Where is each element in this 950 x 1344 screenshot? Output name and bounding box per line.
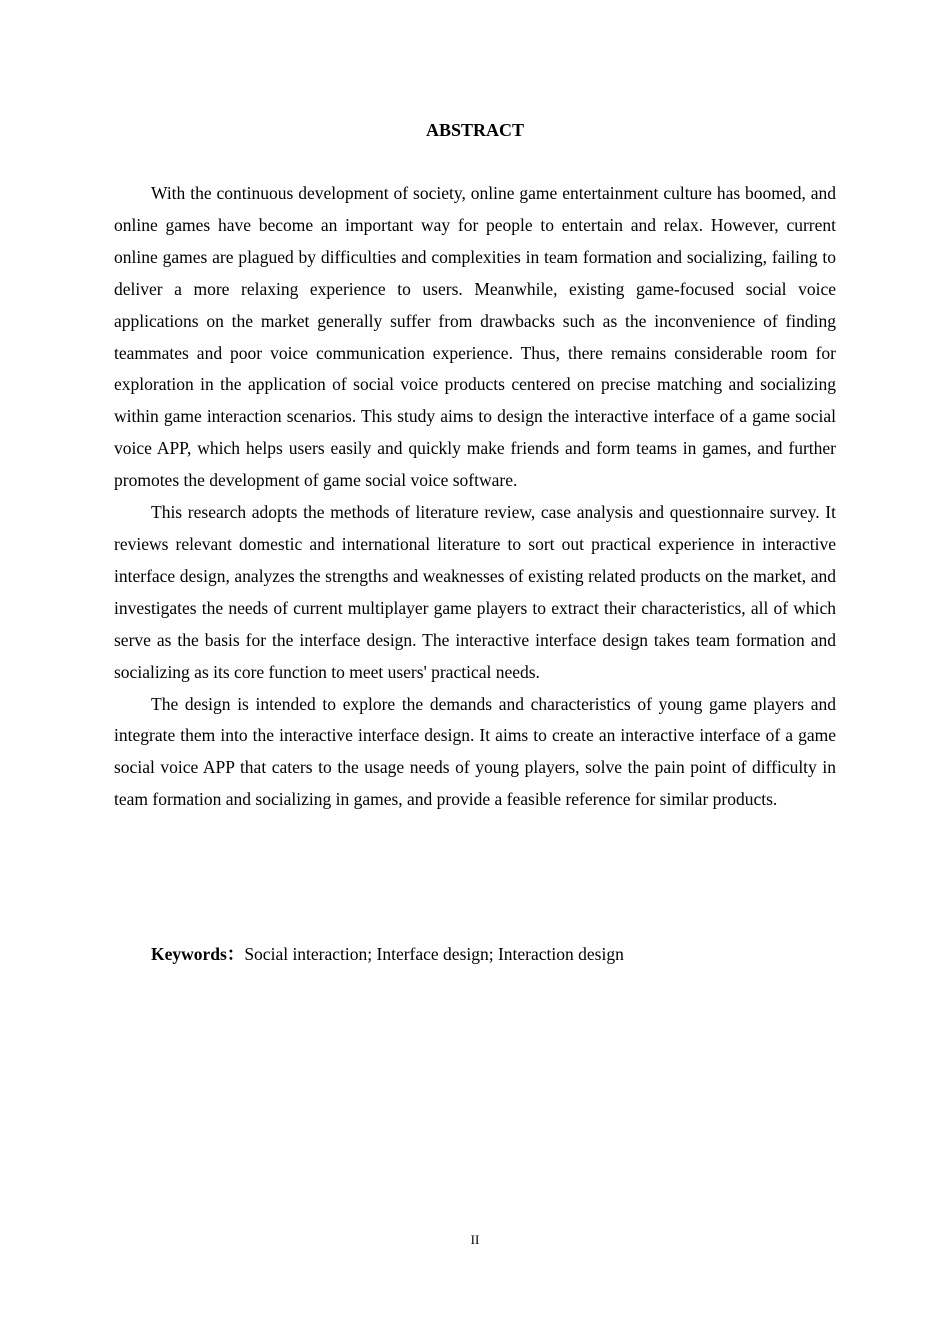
keywords-label: Keywords： <box>151 944 245 964</box>
abstract-paragraph-1: With the continuous development of society, online game entertainment culture has boomed, and online games have become an important way for people to entertain and relax. However, current online games are plagued by difficulties and complexities in team formation and socializing, failing to deliver a more relaxing experience to users. Meanwhile, existing game-focused social voice applications on the market generally suffer from drawbacks such as the inconvenience of finding teammates and poor voice communication experience. Thus, there remains considerable room for exploration in the application of social voice products centered on precise matching and socializing within game interaction scenarios. This study aims to design the interactive interface of a game social voice APP, which helps users easily and quickly make friends and form teams in games, and further promotes the development of game social voice software. <box>114 183 836 491</box>
page-number: II <box>470 1232 480 1247</box>
keywords-value: Social interaction; Interface design; Interaction design <box>244 944 624 964</box>
abstract-heading: ABSTRACT <box>425 120 525 140</box>
keywords-line <box>151 939 851 969</box>
abstract-paragraph-2: This research adopts the methods of literature review, case analysis and questionnaire survey. It reviews relevant domestic and international literature to sort out practical experience in interactive interface design, analyzes the strengths and weaknesses of existing related products on the market, and investigates the needs of current multiplayer game players to extract their characteristics, all of which serve as the basis for the interface design. The interactive interface design takes team formation and socializing as its core function to meet users' practical needs. <box>114 502 836 682</box>
abstract-body <box>114 178 836 816</box>
abstract-paragraph-3: The design is intended to explore the demands and characteristics of young game players and integrate them into the interactive interface design. It aims to create an interactive interface of a game social voice APP that caters to the usage needs of young players, solve the pain point of difficulty in team formation and socializing in games, and provide a feasible reference for similar products. <box>114 693 836 810</box>
